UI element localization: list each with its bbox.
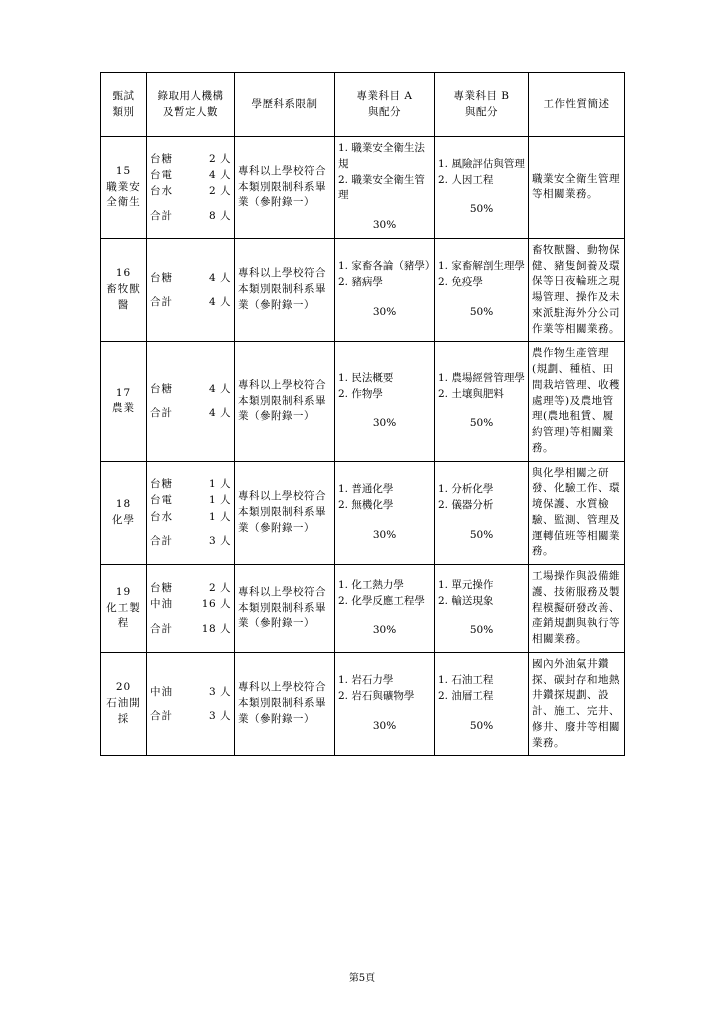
header-line: 工作性質簡述	[543, 97, 610, 110]
cell-subject-b	[435, 238, 529, 342]
table-row	[101, 565, 625, 653]
subject-item: 1. 家畜解剖生理學	[438, 260, 525, 273]
subject-item: 2. 免疫學	[438, 276, 483, 289]
org-total-label: 合計	[150, 209, 173, 222]
org-quantity: 4 人	[208, 169, 231, 182]
org-name: 台水	[150, 185, 173, 198]
subject-item: 2. 輸送現象	[438, 594, 494, 607]
cell-subject-a	[335, 652, 435, 756]
org-entry	[150, 167, 231, 183]
org-name: 台電	[150, 169, 173, 182]
org-entry	[150, 270, 231, 286]
org-entry	[150, 509, 231, 525]
org-entry	[150, 183, 231, 199]
org-quantity: 4 人	[208, 271, 231, 284]
subject-percent: 30%	[372, 417, 397, 430]
subject-percent: 30%	[372, 719, 397, 732]
subject-percent: 50%	[469, 305, 494, 318]
header-line: 與配分	[465, 105, 498, 118]
header-line: 學歷科系限制	[251, 97, 318, 110]
header-line: 錄取用人機構	[157, 89, 224, 102]
recruitment-table	[100, 72, 625, 756]
cell-subject-b	[435, 342, 529, 461]
org-total-quantity: 18 人	[201, 622, 231, 635]
cell-category	[101, 137, 147, 239]
org-name: 台電	[150, 494, 173, 507]
org-entry	[150, 492, 231, 508]
cell-education: 專科以上學校符合本類別限制科系畢業（參附錄一）	[235, 342, 335, 461]
org-total-quantity: 3 人	[208, 535, 231, 548]
subject-percent: 50%	[469, 203, 494, 216]
cell-duty: 職業安全衛生管理等相關業務。	[529, 137, 625, 239]
category-name: 石油開採	[106, 697, 141, 725]
cell-subject-b	[435, 565, 529, 653]
cell-subject-a	[335, 137, 435, 239]
subject-percent: 50%	[469, 624, 494, 637]
cell-organization	[147, 342, 235, 461]
org-quantity: 1 人	[208, 494, 231, 507]
subject-item: 2. 油層工程	[438, 690, 494, 703]
cell-subject-b	[435, 652, 529, 756]
org-name: 台糖	[150, 271, 173, 284]
column-header-education	[235, 73, 335, 137]
org-entry	[150, 476, 231, 492]
category-number: 20	[115, 681, 132, 694]
org-quantity: 2 人	[208, 152, 231, 165]
subject-percent: 50%	[469, 417, 494, 430]
org-name: 台糖	[150, 478, 173, 491]
subject-item: 1. 化工熱力學	[338, 578, 404, 591]
table-row	[101, 342, 625, 461]
cell-education: 專科以上學校符合本類別限制科系畢業（參附錄一）	[235, 461, 335, 565]
cell-organization	[147, 565, 235, 653]
org-name: 中油	[150, 598, 173, 611]
category-number: 18	[115, 498, 132, 510]
category-name: 職業安全衛生	[106, 180, 141, 209]
org-total	[150, 533, 231, 549]
header-line: 類別	[112, 105, 135, 118]
org-entry	[150, 684, 231, 700]
header-line: 及暫定人數	[163, 105, 218, 118]
subject-percent: 30%	[372, 624, 397, 637]
cell-category	[101, 461, 147, 565]
category-number: 15	[115, 164, 132, 177]
org-name: 中油	[150, 685, 173, 698]
subject-item: 2. 土壤與肥料	[438, 387, 504, 400]
subject-item: 1. 分析化學	[438, 483, 494, 496]
cell-subject-a	[335, 565, 435, 653]
column-header-duty	[529, 73, 625, 137]
org-entry	[150, 381, 231, 397]
org-name: 台糖	[150, 383, 173, 396]
cell-subject-a	[335, 238, 435, 342]
org-name: 台糖	[150, 152, 173, 165]
org-quantity: 2 人	[208, 185, 231, 198]
org-total-label: 合計	[150, 296, 173, 308]
column-header-organization	[147, 73, 235, 137]
cell-duty: 農作物生產管理(規劃、種植、田間栽培管理、收穫處理等)及農地管理(農地租賃、履約管理)等相關業務。	[529, 342, 625, 461]
org-name: 台水	[150, 510, 173, 523]
header-line: 甄試	[112, 89, 135, 102]
org-quantity: 1 人	[208, 478, 231, 491]
subject-percent: 30%	[372, 305, 397, 318]
cell-duty: 工場操作與設備維護、技術服務及製程模擬研發改善、產銷規劃與執行等相關業務。	[529, 565, 625, 653]
table-row	[101, 652, 625, 756]
cell-duty: 與化學相關之研發、化驗工作、環境保護、水質檢驗、監測、管理及運轉值班等相關業務。	[529, 461, 625, 565]
cell-category	[101, 238, 147, 342]
subject-item: 2. 化學反應工程學	[338, 594, 425, 607]
subject-percent: 50%	[469, 719, 494, 732]
subject-item: 1. 單元操作	[438, 578, 494, 591]
subject-item: 2. 岩石與礦物學	[338, 690, 415, 703]
table-body	[101, 137, 625, 756]
cell-subject-a	[335, 461, 435, 565]
subject-item: 1. 岩石力學	[338, 674, 394, 687]
cell-organization	[147, 238, 235, 342]
subject-item: 1. 家畜各論（豬學）	[338, 260, 436, 273]
category-number: 17	[115, 386, 132, 399]
org-entry	[150, 580, 231, 596]
header-row	[101, 73, 625, 137]
subject-percent: 30%	[372, 219, 397, 231]
category-name: 畜牧獸醫	[106, 283, 141, 311]
category-name: 化學	[112, 513, 135, 526]
org-total	[150, 208, 231, 224]
column-header-category	[101, 73, 147, 137]
subject-item: 2. 無機化學	[338, 498, 394, 511]
cell-duty: 國內外油氣井鑽探、碳封存和地熱井鑽探規劃、設計、施工、完井、修井、廢井等相關業務。	[529, 652, 625, 756]
org-total	[150, 708, 231, 724]
org-total-quantity: 3 人	[208, 710, 231, 722]
cell-subject-b	[435, 461, 529, 565]
subject-item: 1. 風險評估與管理	[438, 157, 525, 170]
org-total	[150, 621, 231, 637]
org-total-label: 合計	[150, 407, 173, 420]
cell-education: 專科以上學校符合本類別限制科系畢業（參附錄一）	[235, 652, 335, 756]
org-total	[150, 405, 231, 421]
org-total-label: 合計	[150, 535, 173, 548]
subject-item: 2. 儀器分析	[438, 498, 494, 511]
category-name: 化工製程	[106, 601, 141, 630]
cell-subject-a	[335, 342, 435, 461]
subject-item: 1. 職業安全衛生法規	[338, 142, 425, 170]
header-line: 專業科目 B	[453, 89, 510, 102]
subject-item: 2. 人因工程	[438, 173, 494, 186]
org-total-label: 合計	[150, 622, 173, 635]
page-footer: 第5頁	[348, 973, 376, 984]
subject-percent: 30%	[372, 528, 397, 541]
subject-item: 1. 民法概要	[338, 371, 394, 384]
subject-item: 2. 作物學	[338, 387, 383, 400]
cell-category	[101, 652, 147, 756]
subject-item: 1. 石油工程	[438, 674, 494, 687]
category-name: 農業	[112, 402, 135, 415]
subject-item: 1. 普通化學	[338, 483, 394, 496]
category-number: 16	[115, 267, 132, 280]
cell-category	[101, 565, 147, 653]
org-entry	[150, 151, 231, 167]
cell-education: 專科以上學校符合本類別限制科系畢業（參附錄一）	[235, 565, 335, 653]
org-total	[150, 294, 231, 310]
org-quantity: 4 人	[208, 383, 231, 396]
org-quantity: 3 人	[208, 685, 231, 698]
cell-education: 專科以上學校符合本類別限制科系畢業（參附錄一）	[235, 137, 335, 239]
header-line: 專業科目 A	[356, 89, 413, 102]
header-line: 與配分	[368, 105, 401, 118]
cell-education: 專科以上學校符合本類別限制科系畢業（參附錄一）	[235, 238, 335, 342]
org-entry	[150, 596, 231, 612]
cell-organization	[147, 137, 235, 239]
subject-item: 2. 職業安全衛生管理	[338, 173, 425, 202]
cell-duty: 畜牧獸醫、動物保健、豬隻飼養及環保等日夜輪班之現場管理、操作及未來派駐海外分公司作業等相關業務。	[529, 238, 625, 342]
column-header-subject-b	[435, 73, 529, 137]
category-number: 19	[115, 585, 132, 598]
cell-subject-b	[435, 137, 529, 239]
cell-organization	[147, 652, 235, 756]
org-total-label: 合計	[150, 710, 173, 722]
table-row	[101, 137, 625, 239]
table-header	[101, 73, 625, 137]
subject-item: 2. 豬病學	[338, 276, 383, 289]
org-quantity: 2 人	[208, 581, 231, 594]
subject-percent: 50%	[469, 528, 494, 541]
column-header-subject-a	[335, 73, 435, 137]
org-total-quantity: 8 人	[208, 209, 231, 222]
org-total-quantity: 4 人	[208, 296, 231, 308]
cell-category	[101, 342, 147, 461]
org-name: 台糖	[150, 581, 173, 594]
table-row	[101, 238, 625, 342]
org-quantity: 16 人	[201, 598, 231, 611]
cell-organization	[147, 461, 235, 565]
subject-item: 1. 農場經營管理學	[438, 371, 525, 384]
org-total-quantity: 4 人	[208, 407, 231, 420]
org-quantity: 1 人	[208, 510, 231, 523]
table-row	[101, 461, 625, 565]
